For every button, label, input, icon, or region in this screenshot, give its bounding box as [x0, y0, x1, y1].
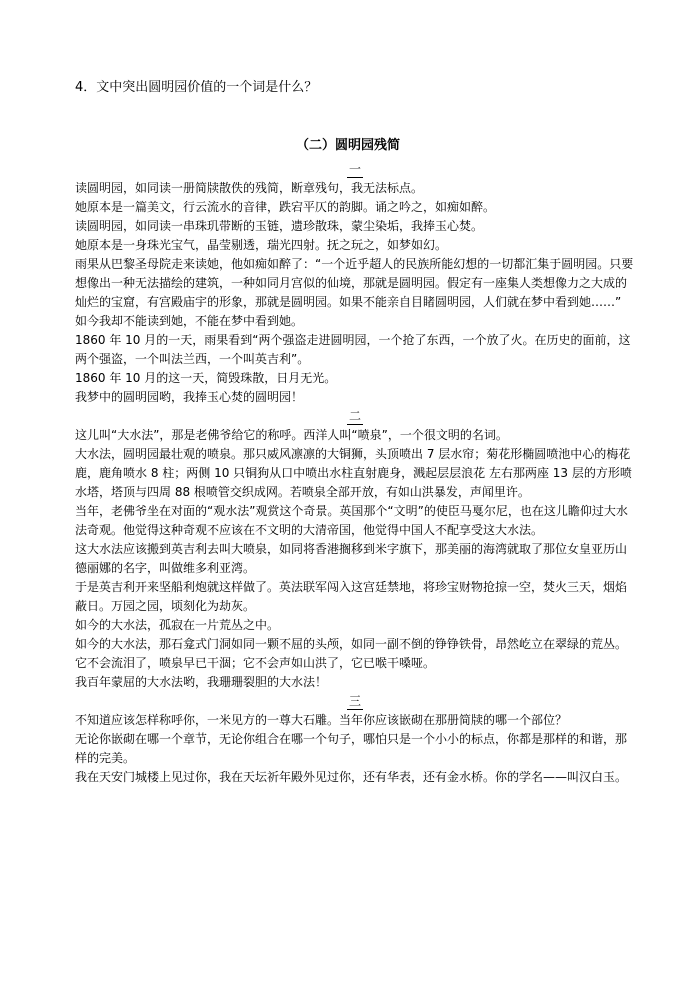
section-number-3: 三 — [348, 694, 361, 708]
paragraph: 读圆明园，如同读一册简牍散佚的残简，断章残句，我无法标点。 — [75, 181, 424, 195]
paragraph: 她原本是一篇美文，行云流水的音律，跌宕平仄的韵脚。诵之吟之，如痴如醉。 — [75, 200, 496, 214]
paragraph: 1860 年 10 月的一天，雨果看到“两个强盗走进圆明园，一个抢了东西，一个放了火。在历史的面前，这两个强盗，一个叫法兰西，一个叫英吉利”。 — [75, 333, 631, 366]
paragraph: 不知道应该怎样称呼你，一米见方的一尊大石雕。当年你应该嵌砌在那册简牍的哪一个部位？ — [75, 713, 568, 727]
paragraph: 雨果从巴黎圣母院走来读她，他如痴如醉了：“一个近乎超人的民族所能幻想的一切都汇集于圆明园。只要想像出一种无法描绘的建筑，一种如同月宫似的仙境，那就是圆明园。假定有一座集人类想像力之大成的灿烂的宝窟，有宫殿庙宇的形象，那就是圆明园。如果不能亲自目睹圆明园，人们就在梦中看到她……” — [75, 257, 634, 309]
paragraph: 大水法，圆明园最壮观的喷泉。那只威风凛凛的大铜狮，头顶喷出 7 层水帘；菊花形椭圆喷池中心的梅花鹿，鹿角喷水 8 柱；两侧 10 只铜狗从口中喷出水柱直射鹿身，溅起层层浪花 左右那两座 13 层的方形喷水塔，塔顶与四周 88 根喷管交织成网。若喷泉全部开放，有如山洪暴发，声闻里许。 — [75, 447, 632, 499]
article-body — [75, 160, 635, 787]
section-number-1: 一 — [348, 162, 361, 176]
paragraph: 如今的大水法，孤寂在一片荒丛之中。 — [75, 618, 280, 632]
paragraph: 当年，老佛爷坐在对面的“观水法”观赏这个奇景。英国那个“文明”的使臣马戛尔尼，也在这儿瞻仰过大水法奇观。他觉得这种奇观不应该在不文明的大清帝国，他觉得中国人不配享受这大水法。 — [75, 504, 628, 537]
paragraph: 我在天安门城楼上见过你，我在天坛祈年殿外见过你，还有华表，还有金水桥。你的学名——叫汉白玉。 — [75, 770, 628, 784]
paragraph: 如今的大水法，那石龛式门洞如同一颗不屈的头颅，如同一副不倒的铮铮铁骨，昂然屹立在翠绿的荒丛。 — [75, 637, 628, 651]
paragraph: 这大水法应该搬到英吉利去叫大喷泉，如同将香港搁移到米字旗下，那美丽的海湾就取了那位女皇亚历山德丽娜的名字，叫做维多利亚湾。 — [75, 542, 628, 575]
paragraph: 我梦中的圆明园哟，我捧玉心焚的圆明园！ — [75, 390, 304, 404]
paragraph: 1860 年 10 月的这一天，简毁珠散，日月无光。 — [75, 371, 337, 385]
section-number-2: 二 — [348, 409, 361, 423]
paragraph: 她原本是一身珠光宝气，晶莹剔透，瑞光四射。抚之玩之，如梦如幻。 — [75, 238, 448, 252]
paragraph: 读圆明园，如同读一串珠玑带断的玉链，遗珍散珠，蒙尘染垢，我捧玉心焚。 — [75, 219, 484, 233]
paragraph: 无论你嵌砌在哪一个章节，无论你组合在哪一个句子，哪怕只是一个小小的标点，你都是那样的和谐，那样的完美。 — [75, 732, 628, 765]
paragraph: 它不会流泪了，喷泉早已干涸；它不会声如山洪了，它已喉干嗓哑。 — [75, 656, 436, 670]
paragraph: 这儿叫“大水法”，那是老佛爷给它的称呼。西洋人叫“喷泉”，一个很文明的名词。 — [75, 428, 508, 442]
paragraph: 于是英吉利开来坚船利炮就这样做了。英法联军闯入这宫廷禁地，将珍宝财物抢掠一空，焚火三天，烟焰蔽日。万园之园，顷刻化为劫灰。 — [75, 580, 628, 613]
paragraph: 我百年蒙屈的大水法哟，我珊珊裂胆的大水法！ — [75, 675, 328, 689]
question-4: 4．文中突出圆明园价值的一个词是什么？ — [75, 80, 318, 95]
paragraph: 如今我却不能读到她，不能在梦中看到她。 — [75, 314, 304, 328]
article-title: （二）圆明园残简 — [295, 138, 400, 153]
